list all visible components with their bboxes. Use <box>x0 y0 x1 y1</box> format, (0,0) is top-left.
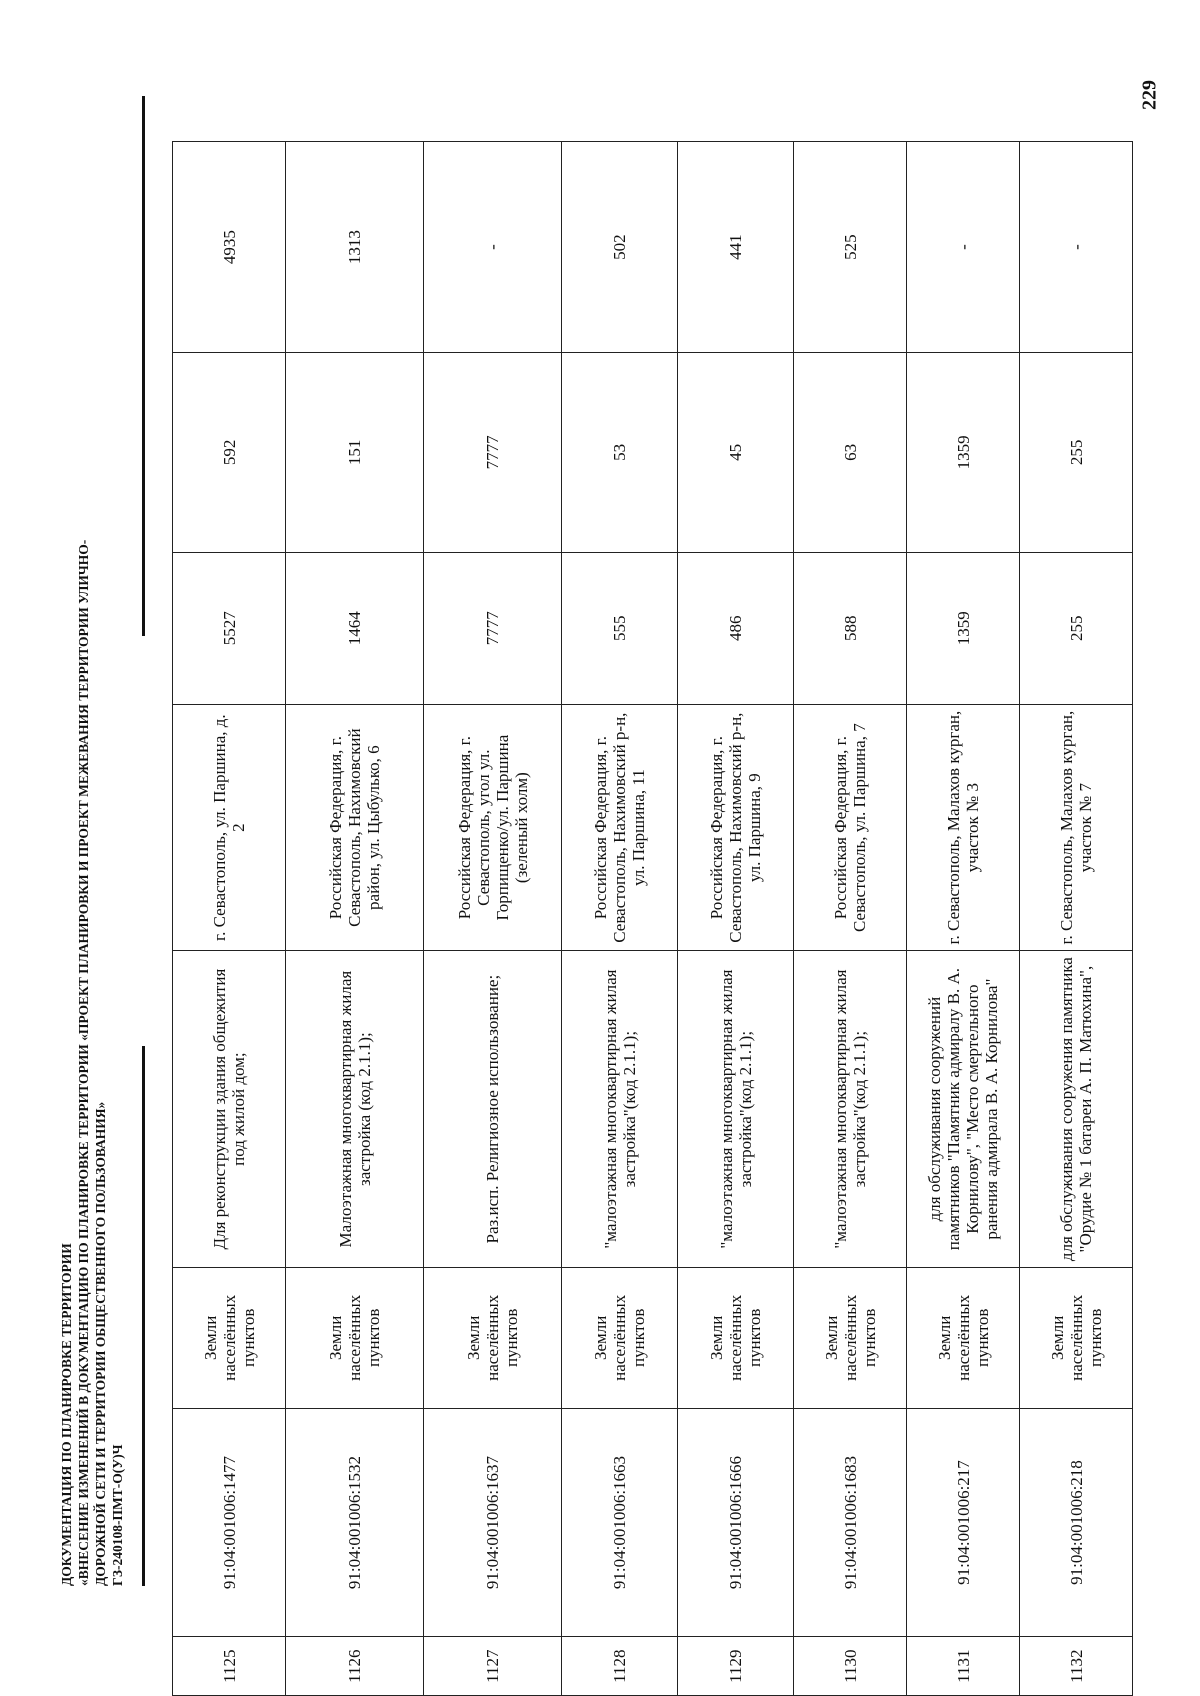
document-header <box>58 266 126 1586</box>
cell-area-remaining: - <box>424 142 562 353</box>
cell-cadastral: 91:04:001006:218 <box>1020 1408 1133 1637</box>
cell-address: Российская Федерация, г. Севастополь, Нахимовский район, ул. Цыбулько, 6 <box>286 705 424 951</box>
page-number: 229 <box>1138 80 1161 110</box>
cell-use: "малоэтажная многоквартирная жилая застройка"(код 2.1.1); <box>794 951 907 1268</box>
cell-address: Российская Федерация, г. Севастополь, ул. Паршина, 7 <box>794 705 907 951</box>
cell-address: Российская Федерация, г. Севастополь, Нахимовский р-н, ул. Паршина, 9 <box>678 705 794 951</box>
cell-use: Раз.исп. Религиозное использование; <box>424 951 562 1268</box>
cell-number: 1128 <box>562 1637 678 1696</box>
cell-area-total: 1464 <box>286 552 424 704</box>
cell-cadastral: 91:04:001006:1637 <box>424 1408 562 1637</box>
table-row <box>1020 142 1133 1696</box>
cell-number: 1125 <box>173 1637 286 1696</box>
cell-area-part: 255 <box>1020 353 1133 552</box>
cell-address: г. Севастополь, Малахов курган, участок № 7 <box>1020 705 1133 951</box>
cell-category: Земли населённых пунктов <box>1020 1267 1133 1408</box>
cell-area-total: 555 <box>562 552 678 704</box>
cell-area-part: 53 <box>562 353 678 552</box>
cell-address: Российская Федерация, г. Севастополь, Нахимовский р-н, ул. Паршина, 11 <box>562 705 678 951</box>
header-line-2: «ВНЕСЕНИЕ ИЗМЕНЕНИЙ В ДОКУМЕНТАЦИЮ ПО ПЛАНИРОВКЕ ТЕРРИТОРИИ «ПРОЕКТ ПЛАНИРОВКИ И ПРОЕКТ МЕЖЕВАНИЯ ТЕРРИТОРИИ УЛИЧНО- <box>76 539 91 1586</box>
cell-area-remaining: 4935 <box>173 142 286 353</box>
cell-category: Земли населённых пунктов <box>562 1267 678 1408</box>
table-row <box>678 142 794 1696</box>
cell-area-total: 1359 <box>907 552 1020 704</box>
cell-number: 1126 <box>286 1637 424 1696</box>
cell-area-remaining: 1313 <box>286 142 424 353</box>
cell-number: 1127 <box>424 1637 562 1696</box>
cell-area-part: 63 <box>794 353 907 552</box>
cell-area-part: 1359 <box>907 353 1020 552</box>
cell-area-part: 45 <box>678 353 794 552</box>
cell-area-remaining: - <box>1020 142 1133 353</box>
table-row <box>173 142 286 1696</box>
cell-category: Земли населённых пунктов <box>678 1267 794 1408</box>
cell-use: Для реконструкции здания общежития под жилой дом; <box>173 951 286 1268</box>
cell-area-remaining: 441 <box>678 142 794 353</box>
header-rule-right <box>142 96 145 636</box>
cell-use: Малоэтажная многоквартирная жилая застройка (код 2.1.1); <box>286 951 424 1268</box>
cell-number: 1132 <box>1020 1637 1133 1696</box>
cell-cadastral: 91:04:001006:1532 <box>286 1408 424 1637</box>
cell-area-total: 486 <box>678 552 794 704</box>
cell-number: 1130 <box>794 1637 907 1696</box>
table-row <box>562 142 678 1696</box>
land-plot-table <box>172 141 1133 1696</box>
header-line-3: ДОРОЖНОЙ СЕТИ И ТЕРРИТОРИИ ОБЩЕСТВЕННОГО ПОЛЬЗОВАНИЯ» <box>93 1101 108 1586</box>
cell-area-remaining: - <box>907 142 1020 353</box>
cell-cadastral: 91:04:001006:1683 <box>794 1408 907 1637</box>
rotated-page-content <box>0 56 1200 1696</box>
cell-area-remaining: 525 <box>794 142 907 353</box>
cell-address: Российская Федерация, г. Севастополь, угол ул. Горпищенко/ул. Паршина (зеленый холм) <box>424 705 562 951</box>
cell-category: Земли населённых пунктов <box>173 1267 286 1408</box>
cell-category: Земли населённых пунктов <box>907 1267 1020 1408</box>
table-row <box>794 142 907 1696</box>
cell-category: Земли населённых пунктов <box>424 1267 562 1408</box>
cell-address: г. Севастополь, ул. Паршина, д. 2 <box>173 705 286 951</box>
cell-area-part: 151 <box>286 353 424 552</box>
cell-area-remaining: 502 <box>562 142 678 353</box>
cell-category: Земли населённых пунктов <box>794 1267 907 1408</box>
table-row <box>907 142 1020 1696</box>
cell-use: "малоэтажная многоквартирная жилая застройка"(код 2.1.1); <box>562 951 678 1268</box>
cell-area-part: 592 <box>173 353 286 552</box>
cell-area-total: 255 <box>1020 552 1133 704</box>
cell-cadastral: 91:04:001006:1663 <box>562 1408 678 1637</box>
cell-cadastral: 91:04:001006:1477 <box>173 1408 286 1637</box>
cell-area-total: 588 <box>794 552 907 704</box>
cell-use: "малоэтажная многоквартирная жилая застройка"(код 2.1.1); <box>678 951 794 1268</box>
cell-category: Земли населённых пунктов <box>286 1267 424 1408</box>
header-line-1: ДОКУМЕНТАЦИЯ ПО ПЛАНИРОВКЕ ТЕРРИТОРИИ <box>59 1243 74 1586</box>
table-row <box>424 142 562 1696</box>
cell-use: для обслуживания сооружения памятника "Орудие № 1 батареи А. П. Матюхина", <box>1020 951 1133 1268</box>
table-row <box>286 142 424 1696</box>
cell-use: для обслуживания сооружений памятников "Памятник адмиралу В. А. Корнилову", "Место смертельного ранения адмирала В. А. Корнилова" <box>907 951 1020 1268</box>
cell-area-part: 7777 <box>424 353 562 552</box>
header-rule <box>142 1046 145 1586</box>
header-line-4: ГЗ-240108-ПМТ-О(У)Ч <box>110 1444 125 1586</box>
cell-cadastral: 91:04:001006:217 <box>907 1408 1020 1637</box>
cell-area-total: 5527 <box>173 552 286 704</box>
cell-number: 1129 <box>678 1637 794 1696</box>
cell-area-total: 7777 <box>424 552 562 704</box>
cell-address: г. Севастополь, Малахов курган, участок № 3 <box>907 705 1020 951</box>
cell-number: 1131 <box>907 1637 1020 1696</box>
cell-cadastral: 91:04:001006:1666 <box>678 1408 794 1637</box>
